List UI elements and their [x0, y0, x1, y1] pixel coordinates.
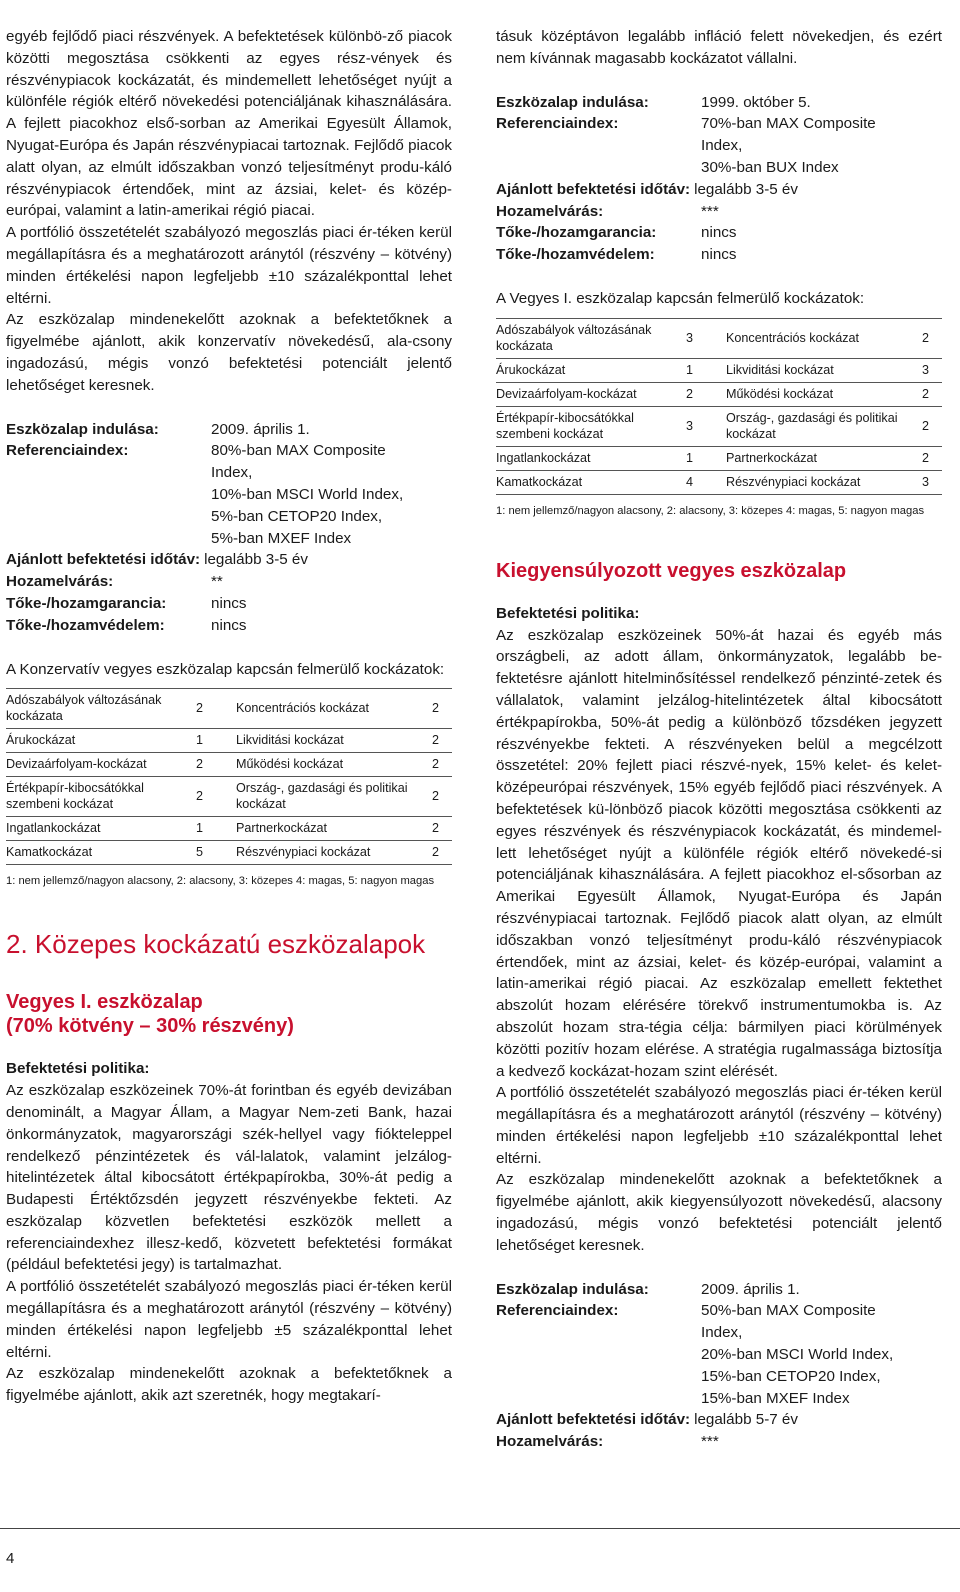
intro-paragraph: egyéb fejlődő piaci részvények. A befektetések különbö-ző piacok közötti megosztása csökkenti az egyes rész-vények és részvénypiacok kockázatát, és mindemellett lehetőséget nyújt a különféle régiók eltérő növekedési potenciáljának kihasználására. A fejlett piacokhoz első-sorban az Amerikai Egyesült Államok, Nyugat-Európa és Japán részvénypiacai tartoznak. Fejlődő piacok alatt olyan, az elmúlt időszakban vonzó teljesítményt produ-káló részvénypiacok értendőek, mint az ázsiai, kelet- és közép-európai, valamint a latin-amerikai régió piacai.: [6, 28, 452, 220]
guarantee-label: Tőke-/hozamgarancia:: [496, 224, 657, 242]
risk-intro: A Vegyes I. eszközalap kapcsán felmerülő kockázatok:: [496, 289, 865, 307]
protection-value: nincs: [701, 246, 737, 264]
index-value: 50%-ban MAX Composite Index, 20%-ban MSCI World Index, 15%-ban CETOP20 Index, 15%-ban MXEF Index: [701, 1302, 894, 1407]
yield-label: Hozamelvárás:: [496, 1433, 604, 1451]
guarantee-label: Tőke-/hozamgarancia:: [6, 594, 167, 612]
yield-label: Hozamelvárás:: [6, 573, 114, 591]
index-value: 80%-ban MAX Composite Index, 10%-ban MSCI World Index, 5%-ban CETOP20 Index, 5%-ban MXEF Index: [211, 442, 404, 547]
yield-value: **: [211, 573, 223, 591]
policy-label: Befektetési politika:: [6, 1060, 150, 1078]
table-row: Értékpapír-kibocsátókkal szembeni kockázat 2 Ország-, gazdasági és politikai kockázat 2: [6, 777, 452, 817]
fund-facts: [496, 92, 942, 266]
start-value: 2009. április 1.: [701, 1280, 800, 1298]
policy-paragraph: Az eszközalap eszközeinek 50%-át hazai és egyéb más országbeli, az adott állam, önkormányzatok, legalább be-fektetésre ajánlott hitelminősítéssel rendelkező pénzinté-zetek és vállalatok, valamint jelzálog-hitelintézetek által kibocsátott értékpapírokba, 50%-át pedig a különböző tőzsdéken jegyzett részvényekbe fekteti. A részvényeken belül a megcélzott összetétel: 20% fejlett piaci részvé-nyek, 15% kelet- és kelet-középeurópai részvények, 15% egyéb fejlődő piaci részvények. A befektetések kü-lönböző piacok közötti megosztása csökkenti az egyes részvények és részvénypiacok kockázatát, és mindemel-lett lehetőséget nyújt a különféle régiók eltérő növekedé-si potenciáljának kihasználására. A fejlett piacokhoz el-sősorban az Amerikai Egyesült Államok, Nyugat-Európa és Japán részvénypiacai tartoznak. Fejlődő piacok alatt olyan, az elmúlt időszakban vonzó teljesítményt produ-káló részvénypiacok értendőek, mint az ázsiai, kelet- és közép-európai, valamint a latin-amerikai régió piacai. Az eszközalap emellett fektethet abszolút hozam elérésére törekvő instrumentumokba is. Az abszolút hozam stra-tégia célja: bármilyen piaci körülmények közötti pozitív hozam elérése. A stratégia rugalmassága biztosítja a kedvező kockázat-hozam szint elérését.: [496, 626, 942, 1080]
protection-label: Tőke-/hozamvédelem:: [496, 246, 655, 264]
policy-paragraph: Az eszközalap mindenekelőtt azoknak a befektetőknek a figyelmébe ajánlott, akik azt szeretnék, hogy megtakarí-: [6, 1365, 452, 1405]
table-row: Kamatkockázat 4 Részvénypiaci kockázat 3: [496, 470, 942, 494]
yield-value: ***: [701, 1433, 719, 1451]
section-title: 2. Közepes kockázatú eszközalapok: [6, 929, 426, 960]
index-value: 70%-ban MAX Composite Index, 30%-ban BUX Index: [701, 115, 876, 176]
start-value: 2009. április 1.: [211, 420, 310, 438]
table-row: Kamatkockázat 5 Részvénypiaci kockázat 2: [6, 841, 452, 865]
policy-paragraph: A portfólió összetételét szabályozó megoszlás piaci ér-téken kerül megállapításra és a meghatározott aránytól (részvény – kötvény) minden értékelési napon legfeljebb ±10 százalékponttal lehet eltérni.: [496, 1084, 942, 1167]
horizon-label: Ajánlott befektetési időtáv:: [6, 551, 201, 569]
table-row: Devizaárfolyam-kockázat 2 Működési kockázat 2: [496, 382, 942, 406]
risk-table: [496, 318, 942, 495]
fund-title: Vegyes I. eszközalap (70% kötvény – 30% részvény): [6, 991, 294, 1038]
page-number: 4: [6, 1550, 15, 1567]
table-row: Árukockázat 1 Likviditási kockázat 2: [6, 729, 452, 753]
table-row: Devizaárfolyam-kockázat 2 Működési kockázat 2: [6, 753, 452, 777]
risk-legend: 1: nem jellemző/nagyon alacsony, 2: alacsony, 3: közepes 4: magas, 5: nagyon magas: [496, 504, 925, 517]
table-row: Árukockázat 1 Likviditási kockázat 3: [496, 358, 942, 382]
yield-label: Hozamelvárás:: [496, 202, 604, 220]
horizon-label: Ajánlott befektetési időtáv:: [496, 1411, 691, 1429]
horizon-value: legalább 3-5 év: [204, 551, 308, 569]
intro-paragraph: A portfólió összetételét szabályozó megoszlás piaci ér-téken kerül megállapításra és a meghatározott aránytól (részvény – kötvény) minden értékelési napon legfeljebb ±10 százalékponttal lehet eltérni.: [6, 224, 452, 307]
yield-value: ***: [701, 202, 719, 220]
risk-intro: A Konzervatív vegyes eszközalap kapcsán felmerülő kockázatok:: [6, 660, 445, 678]
footer-divider: [0, 1528, 960, 1529]
horizon-value: legalább 5-7 év: [694, 1411, 798, 1429]
policy-paragraph: Az eszközalap eszközeinek 70%-át forintban és egyéb devizában denominált, a Magyar Állam, a Magyar Nem-zeti Bank, hazai önkormányzatok, magyarországi szék-hellyel vagy fiókteleppel rendelkező pénzintézetek és vál-lalatok, valamint jelzálog-hitelintézetek által kibocsátott értékpapírokba, 30%-át pedig a Budapesti Értéktőzsdén jegyzett részvényekbe fekteti. Az eszközalap közvetlen befektetési eszközök mellett a referenciaindexhez illesz-kedő, közvetett befektetési formákat (például befektetési jegy) is tartalmazhat.: [6, 1082, 452, 1274]
policy-label: Befektetési politika:: [496, 604, 640, 622]
risk-table: [6, 688, 452, 865]
start-label: Eszközalap indulása:: [6, 420, 159, 438]
intro-paragraph: Az eszközalap mindenekelőtt azoknak a befektetőknek a figyelmébe ajánlott, akik konzervatív növekedésű, ala-csony ingadozású, mégis vonzó befektetési potenciált jelentő lehetőséget keresnek.: [6, 311, 452, 394]
horizon-label: Ajánlott befektetési időtáv:: [496, 180, 691, 198]
left-column: [6, 26, 452, 1407]
table-row: Adószabályok változásának kockázata 3 Koncentrációs kockázat 2: [496, 318, 942, 358]
horizon-value: legalább 3-5 év: [694, 180, 798, 198]
fund-facts: [6, 419, 452, 637]
start-value: 1999. október 5.: [701, 93, 811, 111]
right-column: [496, 26, 942, 1453]
index-label: Referenciaindex:: [496, 115, 619, 133]
fund-title: Kiegyensúlyozott vegyes eszközalap: [496, 559, 847, 582]
policy-paragraph: A portfólió összetételét szabályozó megoszlás piaci ér-téken kerül megállapításra és a meghatározott aránytól (részvény – kötvény) minden értékelési napon legfeljebb ±5 százalékponttal lehet eltérni.: [6, 1278, 452, 1361]
table-row: Ingatlankockázat 1 Partnerkockázat 2: [496, 446, 942, 470]
table-row: Adószabályok változásának kockázata 2 Koncentrációs kockázat 2: [6, 689, 452, 729]
fund-facts: [496, 1279, 942, 1453]
table-row: Értékpapír-kibocsátókkal szembeni kockázat 3 Ország-, gazdasági és politikai kockázat 2: [496, 406, 942, 446]
policy-paragraph: Az eszközalap mindenekelőtt azoknak a befektetőknek a figyelmébe ajánlott, akik kiegyensúlyozott növekedésű, alacsony ingadozású, mégis vonzó befektetési potenciált jelentő lehetőséget keresnek.: [496, 1171, 942, 1254]
start-label: Eszközalap indulása:: [496, 1280, 649, 1298]
index-label: Referenciaindex:: [6, 442, 129, 460]
risk-legend: 1: nem jellemző/nagyon alacsony, 2: alacsony, 3: közepes 4: magas, 5: nagyon magas: [6, 875, 435, 888]
start-label: Eszközalap indulása:: [496, 93, 649, 111]
protection-value: nincs: [211, 616, 247, 634]
protection-label: Tőke-/hozamvédelem:: [6, 616, 165, 634]
index-label: Referenciaindex:: [496, 1302, 619, 1320]
guarantee-value: nincs: [701, 224, 737, 242]
guarantee-value: nincs: [211, 594, 247, 612]
continuation-paragraph: tásuk középtávon legalább infláció felett növekedjen, és ezért nem kívánnak magasabb kockázatot vállalni.: [496, 28, 942, 67]
table-row: Ingatlankockázat 1 Partnerkockázat 2: [6, 817, 452, 841]
